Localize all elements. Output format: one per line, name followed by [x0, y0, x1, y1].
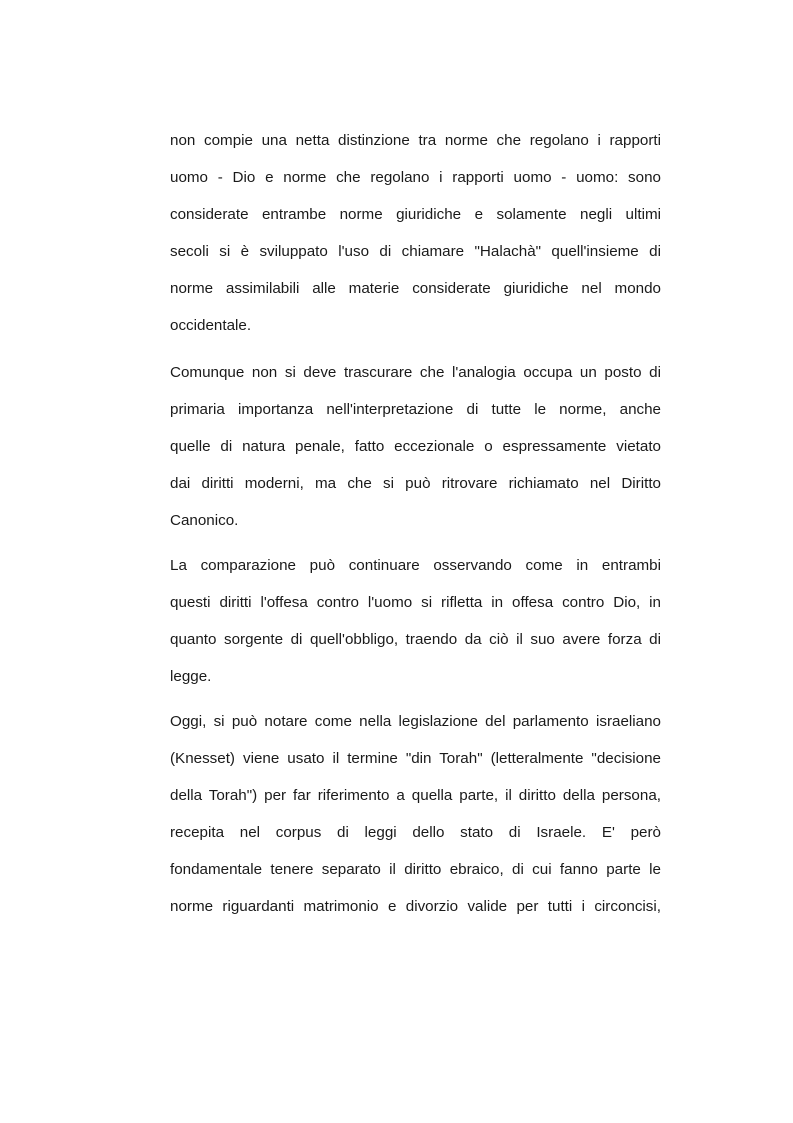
- paragraph-2-line-4: dai diritti moderni, ma che si può ritrovare richiamato nel Diritto: [170, 475, 661, 492]
- paragraph-4-line-5: fondamentale tenere separato il diritto ebraico, di cui fanno parte le: [170, 861, 661, 878]
- paragraph-1-line-2: uomo - Dio e norme che regolano i rapporti uomo - uomo: sono: [170, 169, 661, 186]
- paragraph-2-line-2: primaria importanza nell'interpretazione di tutte le norme, anche: [170, 401, 661, 418]
- paragraph-2-line-1: Comunque non si deve trascurare che l'analogia occupa un posto di: [170, 364, 661, 381]
- paragraph-3-line-4: legge.: [170, 668, 212, 685]
- paragraph-3-line-3: quanto sorgente di quell'obbligo, traendo da ciò il suo avere forza di: [170, 631, 661, 648]
- paragraph-1-line-6: occidentale.: [170, 317, 252, 334]
- paragraph-4-line-6: norme riguardanti matrimonio e divorzio valide per tutti i circoncisi,: [170, 898, 661, 915]
- paragraph-2-line-5: Canonico.: [170, 512, 239, 529]
- paragraph-4-line-4: recepita nel corpus di leggi dello stato di Israele. E' però: [170, 824, 661, 841]
- paragraph-3-line-1: La comparazione può continuare osservando come in entrambi: [170, 557, 661, 574]
- paragraph-3-line-2: questi diritti l'offesa contro l'uomo si rifletta in offesa contro Dio, in: [170, 594, 661, 611]
- paragraph-1-line-3: considerate entrambe norme giuridiche e solamente negli ultimi: [170, 206, 661, 223]
- paragraph-4-line-1: Oggi, si può notare come nella legislazione del parlamento israeliano: [170, 713, 661, 730]
- paragraph-1-line-4: secoli si è sviluppato l'uso di chiamare "Halachà" quell'insieme di: [170, 243, 661, 260]
- paragraph-2-line-3: quelle di natura penale, fatto eccezionale o espressamente vietato: [170, 438, 661, 455]
- paragraph-1-line-5: norme assimilabili alle materie considerate giuridiche nel mondo: [170, 280, 661, 297]
- paragraph-4-line-3: della Torah") per far riferimento a quella parte, il diritto della persona,: [170, 787, 661, 804]
- paragraph-1-line-1: non compie una netta distinzione tra norme che regolano i rapporti: [170, 132, 661, 149]
- paragraph-4-line-2: (Knesset) viene usato il termine "din Torah" (letteralmente "decisione: [170, 750, 661, 767]
